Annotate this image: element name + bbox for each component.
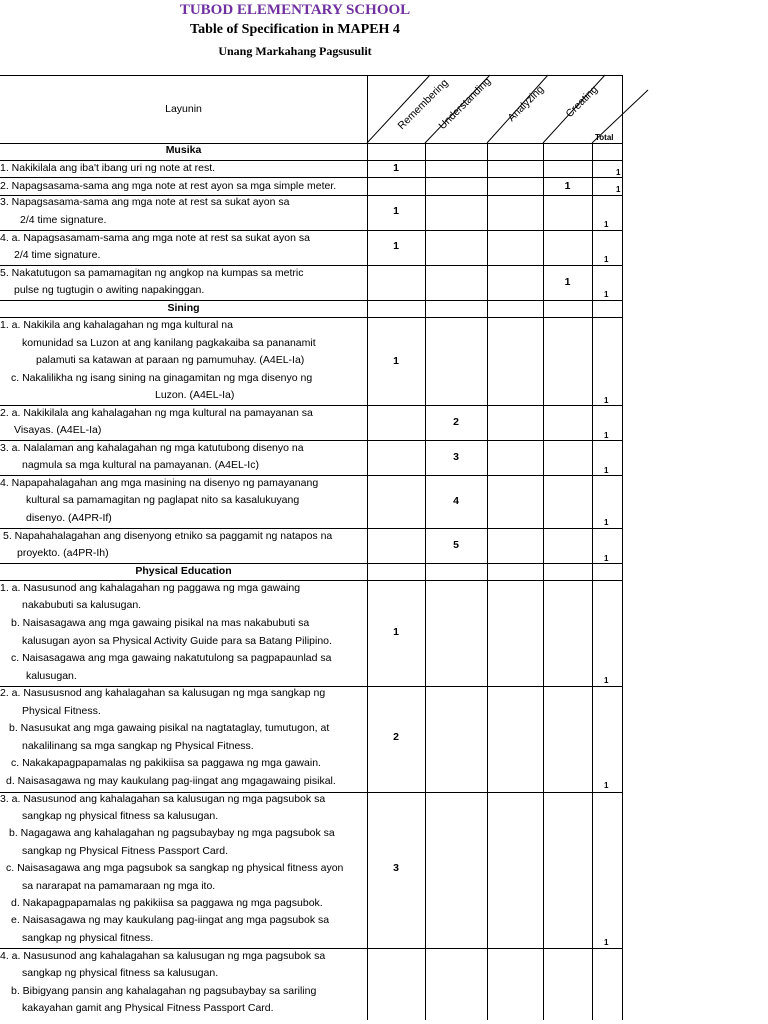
objective-line: kakayahan gamit ang Physical Fitness Passport Card. (22, 1002, 274, 1014)
cell-value: 1 (564, 180, 571, 192)
cell-value: 2 (393, 731, 399, 743)
cell-value: 5 (453, 539, 459, 551)
objective-line: Luzon. (A4EL-Ia) (155, 389, 235, 401)
column-header-remembering: Remembering (395, 76, 451, 132)
objective-line: c. Nakakapagpapamalas ng pakikiisa sa paggawa ng mga gawain. (11, 757, 321, 769)
cell-value: 3 (393, 862, 399, 874)
objective-line: sa nararapat na pamamaraan ng mga ito. (22, 880, 216, 892)
document-title: Table of Specification in MAPEH 4 (190, 22, 400, 37)
row-total: 1 (604, 518, 609, 527)
row-total: 1 (604, 554, 609, 563)
cell-value: 1 (393, 240, 399, 252)
objective-line: 5. Napahahalagahan ang disenyong etniko sa paggamit ng natapos na (3, 530, 333, 542)
row-total: 1 (604, 396, 609, 405)
row-total: 1 (604, 466, 609, 475)
cell-value: 1 (393, 355, 399, 367)
objective-line: 3. a. Nalalaman ang kahalagahan ng mga katutubong disenyo na (0, 442, 304, 454)
cell-value: 4 (453, 495, 459, 507)
objective-line: 4. Napapahalagahan ang mga masining na disenyo ng pamayanang (0, 477, 319, 489)
row-total: 1 (616, 185, 621, 194)
document-subtitle: Unang Markahang Pagsusulit (218, 44, 372, 58)
objective-line: sangkap ng physical fitness sa kalusugan. (22, 810, 219, 822)
objective-line: Physical Fitness. (22, 705, 101, 717)
objective-line: b. Nagagawa ang kahalagahan ng pagsubaybay ng mga pagsubok sa (9, 827, 335, 839)
objective-line: 2/4 time signature. (20, 214, 107, 226)
objective-line: c. Naisasagawa ang mga gawaing nakatutulong sa pagpapaunlad sa (11, 652, 332, 664)
objective-line: Visayas. (A4EL-Ia) (14, 424, 102, 436)
row-total: 1 (604, 220, 609, 229)
objective-line: palamuti sa katawan at paraan ng pamumuhay. (A4EL-Ia) (36, 354, 305, 366)
objective-line: c. Naisasagawa ang mga pagsubok sa sangkap ng physical fitness ayon (6, 862, 344, 874)
cell-value: 1 (564, 276, 571, 288)
objective-line: disenyo. (A4PR-If) (26, 512, 112, 524)
objective-line: 2/4 time signature. (14, 249, 101, 261)
objective-line: nakabubuti sa kalusugan. (22, 599, 142, 611)
objective-line: 5. Nakatutugon sa pamamagitan ng angkop na kumpas sa metric (0, 267, 304, 279)
objective-line: proyekto. (a4PR-Ih) (17, 547, 109, 559)
column-header-layunin: Layunin (165, 103, 202, 115)
objective-line: komunidad sa Luzon at ang kanilang pagkakaiba sa pananamit (22, 337, 316, 349)
column-header-analyzing: Analyzing (505, 83, 547, 124)
objective-line: 1. a. Nasusunod ang kahalagahan ng paggawa ng mga gawaing (0, 582, 301, 594)
objective-line: 2. a. Nasususnod ang kahalagahan sa kalusugan ng mga sangkap ng (0, 687, 326, 699)
objective-line: b. Nasusukat ang mga gawaing pisikal na nagtataglay, tumutugon, at (9, 722, 330, 734)
objective-line: kalusugan ayon sa Physical Activity Guide para sa Batang Pilipino. (22, 635, 332, 647)
column-header-understanding: Understanding (436, 75, 494, 132)
objective-line: pulse ng tugtugin o awiting napakinggan. (14, 284, 205, 296)
objective-line: e. Naisasagawa ng may kaukulang pag-iingat ang mga pagsubok sa (11, 914, 330, 926)
objective-line: 1. Nakikilala ang iba't ibang uri ng note at rest. (0, 162, 216, 174)
objective-line: sangkap ng physical fitness sa kalusugan. (22, 967, 219, 979)
cell-value: 1 (393, 205, 399, 217)
objective-line: sangkap ng physical fitness. (22, 932, 154, 944)
objective-line: d. Nakapagpapamalas ng pakikiisa sa paggawa ng mga pagsubok. (11, 897, 323, 909)
objective-line: 2. Napagsasama-sama ang mga note at rest ayon sa mga simple meter. (0, 180, 337, 192)
objective-line: kalusugan. (26, 670, 77, 682)
objective-line: 2. a. Nakikilala ang kahalagahan ng mga kultural na pamayanan sa (0, 407, 313, 419)
objective-line: 4. a. Nasusunod ang kahalagahan sa kalusugan ng mga pagsubok sa (0, 950, 326, 962)
objective-line: sangkap ng Physical Fitness Passport Card. (22, 845, 229, 857)
cell-value: 1 (393, 162, 399, 174)
school-name: TUBOD ELEMENTARY SCHOOL (179, 2, 411, 18)
row-total: 1 (604, 781, 609, 790)
objective-line: nakalilinang sa mga sangkap ng Physical Fitness. (22, 740, 254, 752)
objective-line: b. Naisasagawa ang mga gawaing pisikal na mas nakabubuti sa (11, 617, 310, 629)
row-total: 1 (604, 431, 609, 440)
objective-line: b. Bibigyang pansin ang kahalagahan ng pagsubaybay sa sariling (11, 985, 317, 997)
row-total: 1 (604, 255, 609, 264)
objective-line: nagmula sa mga kultural na pamayanan. (A4EL-Ic) (22, 459, 259, 471)
section-physical-education: Physical Education (135, 565, 232, 577)
objective-line: c. Nakalilikha ng isang sining na ginagamitan ng mga disenyo ng (11, 372, 313, 384)
objective-line: 4. a. Napagsasamam-sama ang mga note at rest sa sukat ayon sa (0, 232, 310, 244)
row-total: 1 (616, 168, 621, 177)
cell-value: 3 (453, 451, 459, 463)
objective-line: 3. Napagsasama-sama ang mga note at rest sa sukat ayon sa (0, 196, 290, 208)
column-header-total: Total (595, 133, 614, 142)
objective-line: 1. a. Nakikila ang kahalagahan ng mga kultural na (0, 319, 233, 331)
row-total: 1 (604, 676, 609, 685)
row-total: 1 (604, 938, 609, 947)
objective-line: kultural sa pamamagitan ng paglapat nito sa kasalukuyang (26, 494, 300, 506)
section-musika: Musika (165, 144, 202, 156)
column-header-creating: Creating (563, 83, 601, 120)
objective-line: 3. a. Nasusunod ang kahalagahan sa kalusugan ng mga pagsubok sa (0, 793, 326, 805)
row-total: 1 (604, 290, 609, 299)
objective-line: d. Naisasagawa ng may kaukulang pag-iingat ang mgagawaing pisikal. (6, 775, 336, 787)
cell-value: 1 (393, 626, 399, 638)
cell-value: 2 (453, 416, 459, 428)
section-sining: Sining (167, 302, 200, 314)
